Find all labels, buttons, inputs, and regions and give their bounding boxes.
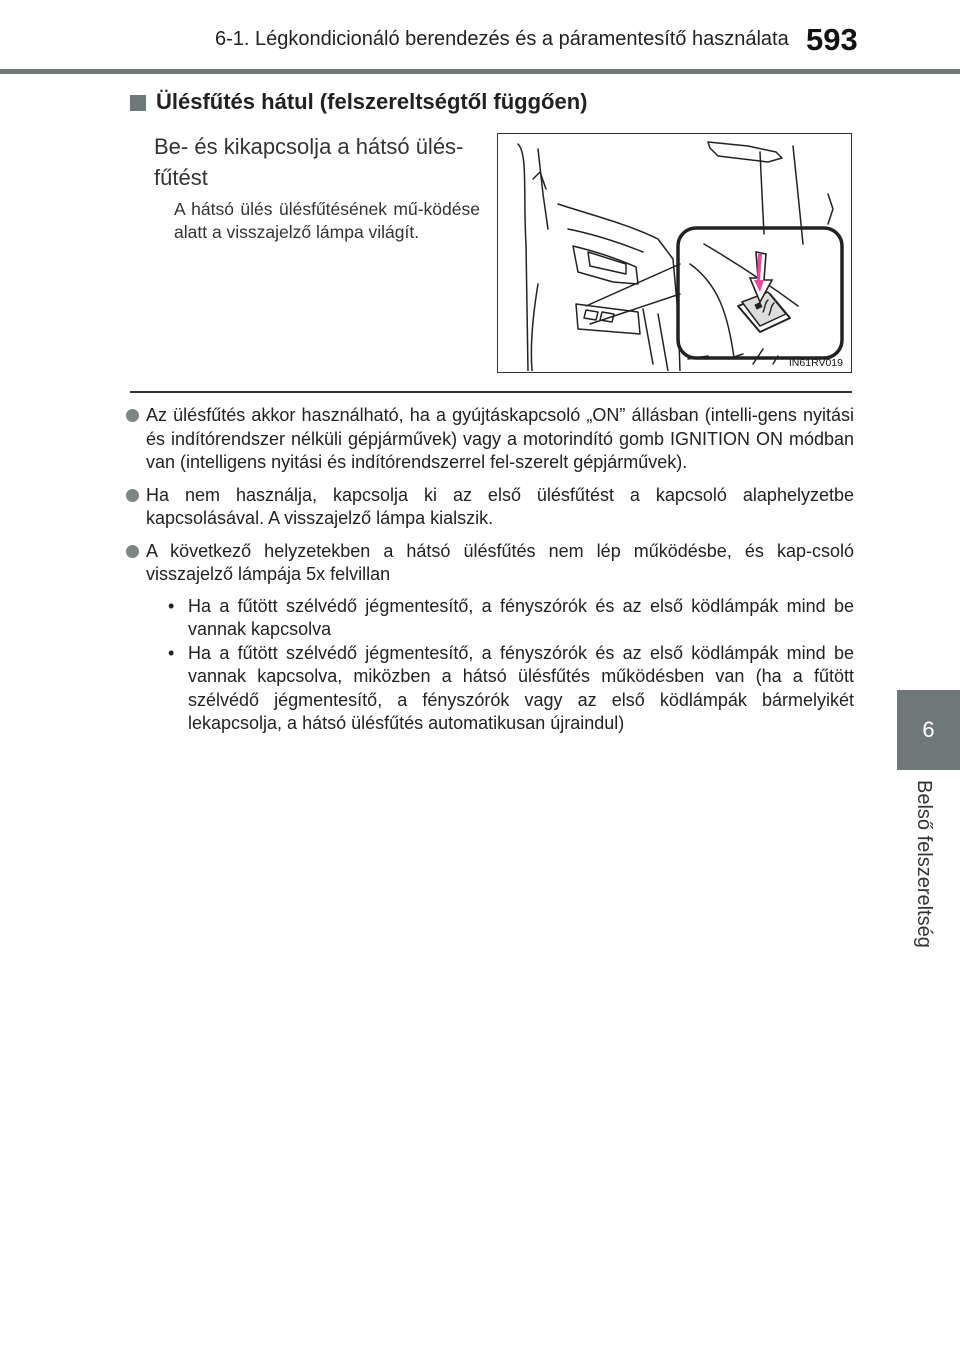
- header-rule: [0, 69, 960, 74]
- lead-note: A hátsó ülés ülésfűtésének mű-ködése alatt a visszajelző lámpa világít.: [174, 199, 480, 242]
- bullet-text: A következő helyzetekben a hátsó ülésfűtés nem lép működésbe, és kap-csoló visszajelző lámpája 5x felvillan: [146, 540, 854, 584]
- side-tab-number: 6: [897, 690, 960, 770]
- sub-bullet-marker: •: [168, 595, 175, 616]
- bullet-dot-icon: [126, 545, 139, 558]
- section-square-icon: [130, 95, 146, 111]
- bullet-list: [124, 404, 854, 745]
- page-number: 593: [806, 22, 858, 57]
- bullet-dot-icon: [126, 409, 139, 422]
- bullet-text: Ha nem használja, kapcsolja ki az első ülésfűtést a kapcsoló alaphelyzetbe kapcsolásával. A visszajelző lámpa kialszik.: [146, 484, 854, 528]
- figure: [497, 133, 852, 373]
- sub-list-item: [168, 595, 854, 642]
- sub-list-item: [168, 642, 854, 736]
- list-item: [124, 404, 854, 475]
- list-item: [124, 540, 854, 736]
- sub-bullet-text: Ha a fűtött szélvédő jégmentesítő, a fényszórók és az első ködlámpák mind be vannak kapcsolva: [188, 595, 854, 639]
- divider: [130, 391, 852, 393]
- bullet-dot-icon: [126, 489, 139, 502]
- side-tab-label: Belső felszereltség: [913, 780, 935, 948]
- bullet-text: Az ülésfűtés akkor használható, ha a gyújtáskapcsoló „ON” állásban (intelli-gens nyitási és indítórendszer nélküli gépjárművek) vagy a motorindító gomb IGNITION ON módban van (intelligens nyitási és indítórendszerrel fel-szerelt gépjárművek).: [146, 405, 854, 472]
- sub-list: [146, 595, 854, 736]
- sub-bullet-marker: •: [168, 642, 175, 663]
- lead-text: Be- és kikapcsolja a hátsó ülés-fűtést: [154, 134, 464, 190]
- section-title: Ülésfűtés hátul (felszereltségtől függően): [156, 89, 588, 114]
- figure-code: IN61RV019: [788, 357, 843, 369]
- header-title: 6-1. Légkondicionáló berendezés és a páramentesítő használata: [215, 28, 789, 50]
- list-item: [124, 484, 854, 531]
- sub-bullet-text: Ha a fűtött szélvédő jégmentesítő, a fényszórók és az első ködlámpák mind be vannak kapcsolva, miközben a hátsó ülésfűtés működésben van (ha a fűtött szélvédő jégmentesítő, a fényszórók vagy az első ködlámpák bármelyikét lekapcsolja, a hátsó ülésfűtés automatikusan újraindul): [188, 642, 854, 733]
- rear-door-switch-illustration: [498, 134, 850, 371]
